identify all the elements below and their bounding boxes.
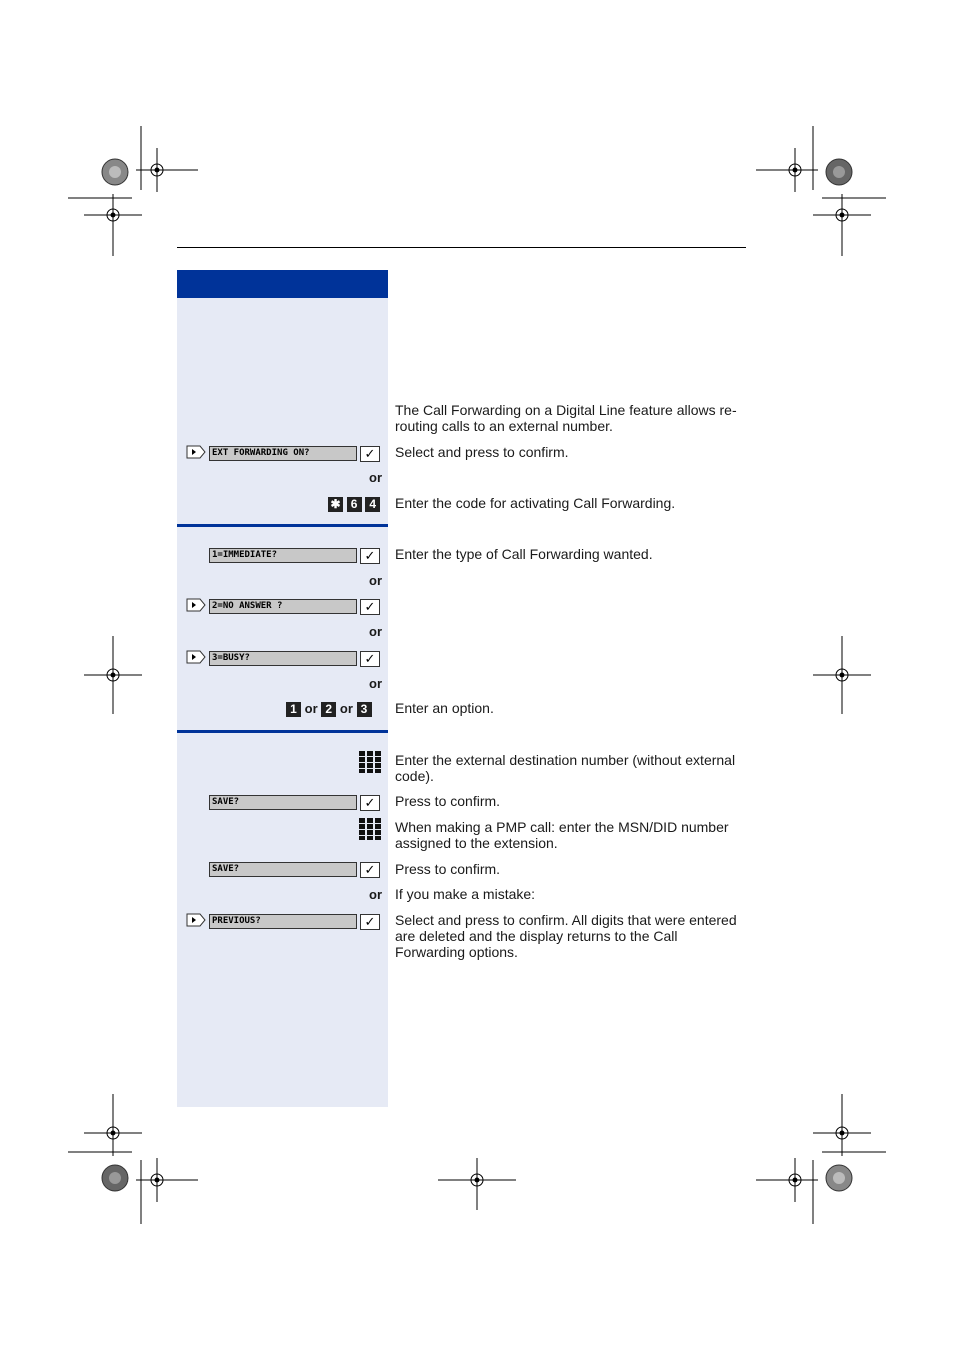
display-ext-forwarding[interactable]: EXT FORWARDING ON?	[209, 446, 357, 461]
or-label: or	[369, 573, 382, 588]
key-2[interactable]: 2	[321, 702, 336, 717]
press-confirm-text: Press to confirm.	[395, 861, 501, 877]
arrow-right-icon	[186, 913, 206, 927]
checkmark-icon[interactable]: ✓	[360, 862, 380, 878]
press-confirm-text: Press to confirm.	[395, 793, 501, 809]
display-save[interactable]: SAVE?	[209, 795, 357, 810]
key-3[interactable]: 3	[357, 702, 372, 717]
pmp-call-text: When making a PMP call: enter the MSN/DID number assigned to the extension.	[395, 819, 729, 851]
code-keys	[328, 496, 380, 512]
mistake-text: If you make a mistake:	[395, 886, 536, 902]
keypad-icon	[359, 751, 381, 773]
header-band	[177, 270, 388, 298]
enter-option-text: Enter an option.	[395, 700, 494, 716]
enter-type-text: Enter the type of Call Forwarding wanted.	[395, 546, 653, 562]
checkmark-icon[interactable]: ✓	[360, 446, 380, 462]
or-label: or	[304, 701, 318, 716]
intro-text: The Call Forwarding on a Digital Line feature allows re-routing calls to an external number.	[395, 402, 737, 434]
or-label: or	[369, 887, 382, 902]
checkmark-icon[interactable]: ✓	[360, 548, 380, 564]
keypad-icon	[359, 818, 381, 840]
section-divider	[177, 524, 388, 527]
key-star[interactable]: ✱	[328, 497, 343, 512]
display-no-answer[interactable]: 2=NO ANSWER ?	[209, 599, 357, 614]
checkmark-icon[interactable]: ✓	[360, 599, 380, 615]
header-rule	[177, 247, 746, 248]
select-confirm-text: Select and press to confirm.	[395, 444, 569, 460]
or-label: or	[369, 624, 382, 639]
display-busy[interactable]: 3=BUSY?	[209, 651, 357, 666]
checkmark-icon[interactable]: ✓	[360, 795, 380, 811]
or-label: or	[369, 470, 382, 485]
arrow-right-icon	[186, 650, 206, 664]
or-label: or	[339, 701, 353, 716]
enter-code-text: Enter the code for activating Call Forwarding.	[395, 495, 676, 511]
display-previous[interactable]: PREVIOUS?	[209, 914, 357, 929]
arrow-right-icon	[186, 598, 206, 612]
previous-info-text: Select and press to confirm. All digits that were entered are deleted and the display returns to the Call Forwarding options.	[395, 912, 737, 960]
display-immediate[interactable]: 1=IMMEDIATE?	[209, 548, 357, 563]
display-save[interactable]: SAVE?	[209, 862, 357, 877]
or-label: or	[369, 676, 382, 691]
enter-destination-text: Enter the external destination number (without external code).	[395, 752, 736, 784]
checkmark-icon[interactable]: ✓	[360, 914, 380, 930]
checkmark-icon[interactable]: ✓	[360, 651, 380, 667]
arrow-right-icon	[186, 445, 206, 459]
key-6[interactable]: 6	[347, 497, 362, 512]
section-divider	[177, 730, 388, 733]
option-keys	[286, 701, 372, 717]
key-1[interactable]: 1	[286, 702, 301, 717]
key-4[interactable]: 4	[365, 497, 380, 512]
